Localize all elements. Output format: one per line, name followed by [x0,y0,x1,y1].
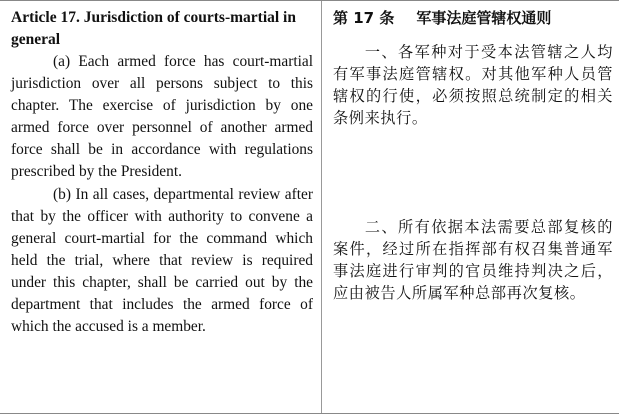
chinese-article-title [333,7,613,29]
chinese-paragraph-2 [333,216,613,304]
english-article-title: Article 17. Jurisdiction of courts-martial in general [11,9,296,48]
chinese-column [322,1,619,413]
chinese-article-number: 第 17 条 [333,9,395,27]
english-paragraph-a-text: (a) Each armed force has court-martial jurisdiction over all persons subject to this chapter. The exercise of jurisdiction by one armed force over personnel of another armed force shall be in accordance with regulations prescribed by the President. [11,53,313,181]
english-column [0,1,322,413]
english-paragraph-b [11,184,313,339]
chinese-article-heading: 军事法庭管辖权通则 [416,9,552,27]
chinese-paragraph-1 [333,41,613,129]
chinese-paragraph-2-text: 二、所有依据本法需要总部复核的案件，经过所在指挥部有权召集普通军事法庭进行审判的官员维持判决之后，应由被告人所属军种总部再次复核。 [333,218,613,302]
english-paragraph-a [11,51,313,184]
english-paragraph-b-text: (b) In all cases, departmental review after that by the officer with authority to convene a general court-martial for the command which held the trial, where that review is required under this chapter, shall be carried out by the department that includes the armed force of which the accused is a member. [11,185,313,336]
chinese-paragraph-1-text: 一、各军种对于受本法管辖之人均有军事法庭管辖权。对其他军种人员管辖权的行使，必须按照总统制定的相关条例来执行。 [333,43,613,127]
